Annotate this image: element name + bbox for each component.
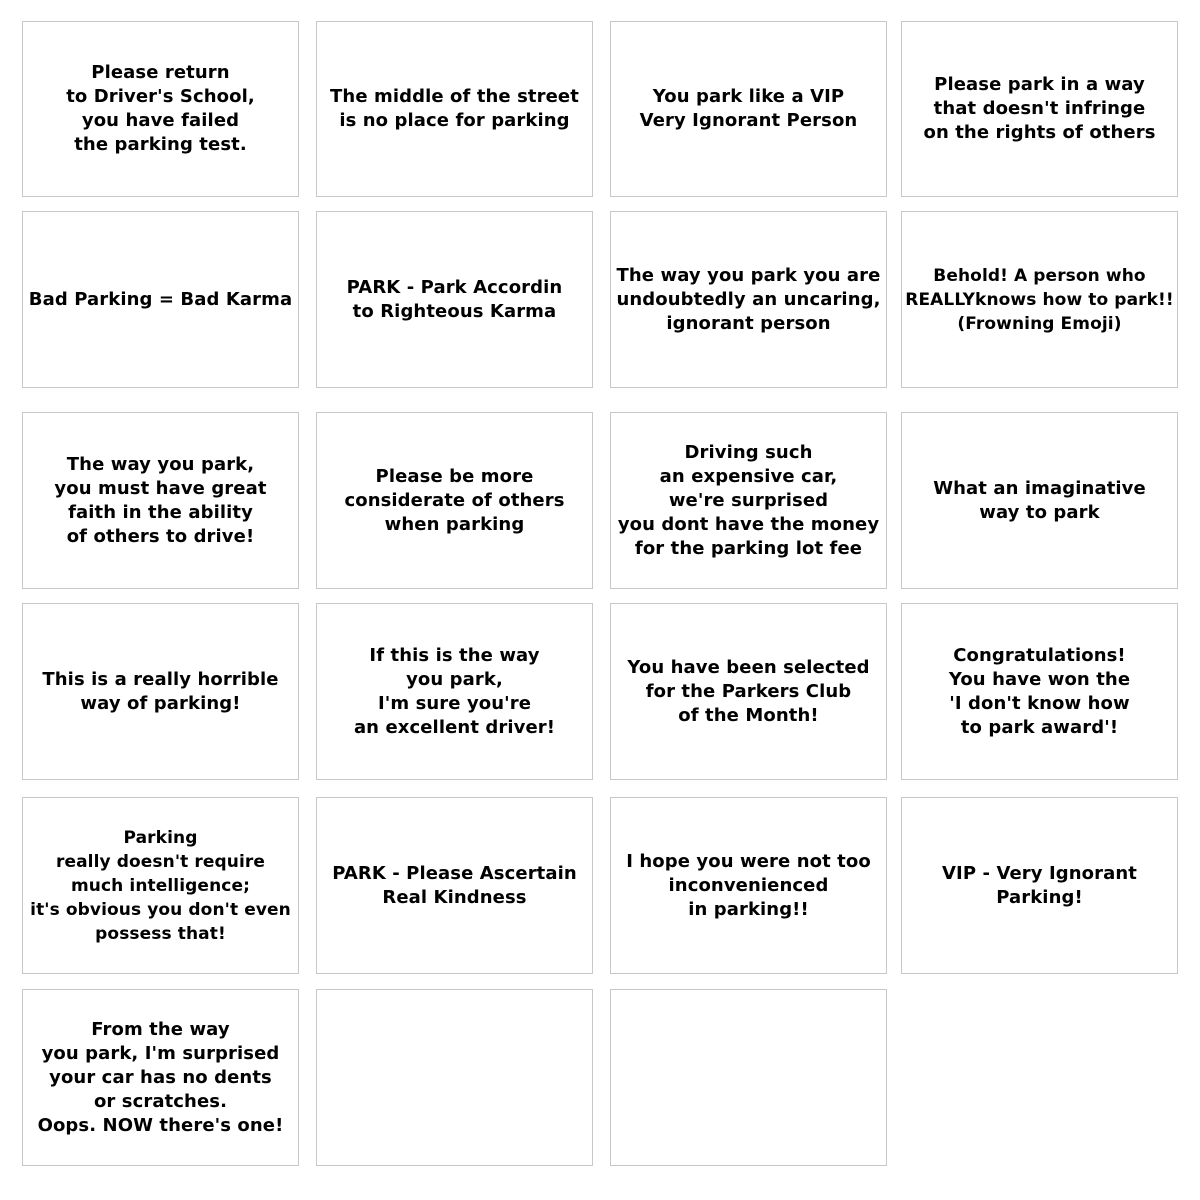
message-card [22, 211, 299, 388]
message-card [316, 603, 593, 780]
message-text: Congratulations! You have won the 'I don't know how to park award'! [948, 644, 1131, 738]
message-text: Please park in a way that doesn't infringe on the rights of others [923, 74, 1156, 143]
message-card [316, 211, 593, 388]
blank-card [610, 989, 887, 1166]
message-text: Parking really doesn't require much intelligence; it's obvious you don't even possess that! [30, 827, 291, 944]
message-text: If this is the way you park, I'm sure you're an excellent driver! [353, 644, 556, 738]
message-card [901, 21, 1178, 197]
message-card [901, 603, 1178, 780]
message-text: VIP - Very Ignorant Parking! [942, 862, 1137, 908]
message-card [901, 412, 1178, 589]
message-card [610, 211, 887, 388]
message-card [316, 21, 593, 197]
message-text: The middle of the street is no place for parking [330, 86, 579, 131]
message-text: Please return to Driver's School, you have failed the parking test. [66, 62, 255, 155]
message-text: You have been selected for the Parkers Club of the Month! [627, 656, 870, 726]
message-text: The way you park you are undoubtedly an uncaring, ignorant person [616, 264, 881, 334]
message-card [610, 21, 887, 197]
message-card [901, 797, 1178, 974]
blank-card [316, 989, 593, 1166]
message-text: PARK - Please Ascertain Real Kindness [332, 862, 577, 908]
message-text: The way you park, you must have great faith in the ability of others to drive! [54, 453, 267, 547]
message-text: I hope you were not too inconvenienced in parking!! [626, 850, 871, 920]
message-card [22, 797, 299, 974]
message-card [610, 412, 887, 589]
message-card [316, 412, 593, 589]
message-text: What an imaginative way to park [933, 477, 1146, 523]
message-text: From the way you park, I'm surprised your car has no dents or scratches. Oops. NOW there's one! [37, 1018, 284, 1136]
message-text: You park like a VIP Very Ignorant Person [639, 86, 858, 131]
message-card [22, 603, 299, 780]
message-text: This is a really horrible way of parking! [42, 668, 279, 714]
message-card [610, 603, 887, 780]
message-card [316, 797, 593, 974]
message-text: Bad Parking = Bad Karma [28, 288, 293, 310]
message-text: PARK - Park Accordin to Righteous Karma [346, 276, 563, 322]
message-card [22, 21, 299, 197]
message-text: Behold! A person who REALLYknows how to park!! (Frowning Emoji) [905, 265, 1174, 334]
message-card [901, 211, 1178, 388]
message-text: Please be more considerate of others when parking [344, 465, 565, 535]
message-card [610, 797, 887, 974]
message-card [22, 412, 299, 589]
message-text: Driving such an expensive car, we're surprised you dont have the money for the parking lot fee [617, 441, 880, 559]
message-card [22, 989, 299, 1166]
